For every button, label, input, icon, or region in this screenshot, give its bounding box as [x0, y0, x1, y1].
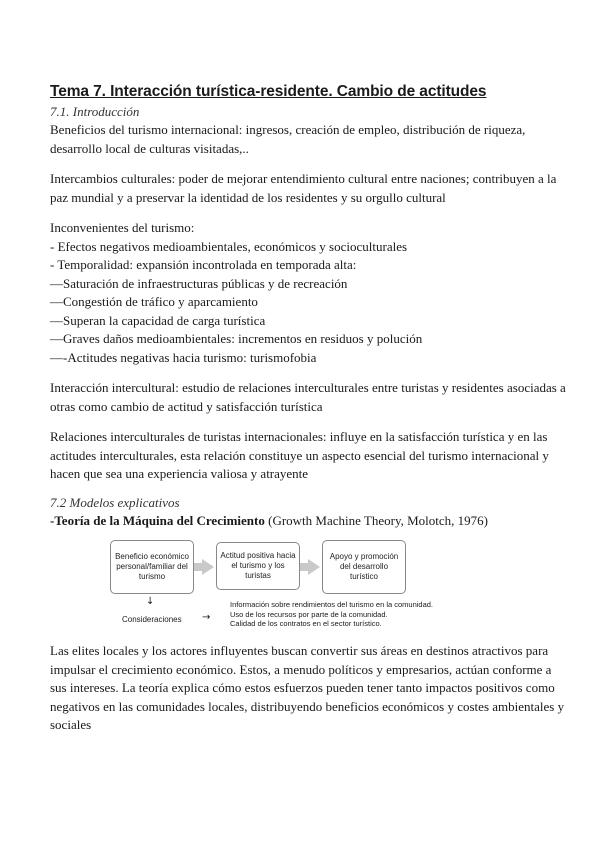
list-item: Inconvenientes del turismo: [50, 220, 195, 235]
paragraph-relaciones: Relaciones interculturales de turistas internacionales: influye en la satisfacción turística y en las actitudes interculturales, esta relación constituye un aspecto esencial del turismo internacional y hacen que sea una experiencia valiosa y atrayente [50, 429, 549, 481]
paragraph-interaccion: Interacción intercultural: estudio de relaciones interculturales entre turistas y residentes asociadas a otras como cambio de actitud y satisfacción turística [50, 380, 566, 414]
diagram-box-beneficio: Beneficio económico personal/familiar del turismo [110, 540, 194, 594]
arrow-right-icon [202, 559, 214, 575]
diagram-box-apoyo: Apoyo y promoción del desarrollo turístico [322, 540, 406, 594]
paragraph-intercambios: Intercambios culturales: poder de mejorar entendimiento cultural entre naciones; contribuyen a la paz mundial y a preservar la identidad de los residentes y su orgullo cultural [50, 171, 557, 205]
theory-line [50, 512, 570, 531]
list-item: Información sobre rendimientos del turismo en la comunidad. [230, 600, 434, 609]
considerations-label: Consideraciones [122, 615, 182, 624]
arrow-down-icon: ↓ [146, 596, 155, 607]
list-item: —Congestión de tráfico y aparcamiento [50, 294, 258, 309]
considerations-list [230, 600, 433, 629]
page-title: Tema 7. Interacción turística-residente. Cambio de actitudes [50, 83, 487, 100]
list-item: - Temporalidad: expansión incontrolada en temporada alta: [50, 257, 357, 272]
list-item: - Efectos negativos medioambientales, económicos y socioculturales [50, 238, 408, 254]
diagram-box-actitud: Actitud positiva hacia el turismo y los turistas [216, 542, 300, 590]
list-item: —Saturación de infraestructuras públicas y de recreación [50, 275, 348, 291]
theory-citation: (Growth Machine Theory, Molotch, 1976) [264, 512, 488, 528]
growth-machine-diagram [110, 540, 530, 630]
list-item: —Superan la capacidad de carga turística [50, 312, 266, 328]
document-page [50, 82, 570, 735]
list-item: —Graves daños medioambientales: incrementos en residuos y polución [50, 331, 423, 346]
arrow-right-icon [308, 559, 320, 575]
paragraph-beneficios: Beneficios del turismo internacional: ingresos, creación de empleo, distribución de riqueza, desarrollo local de culturas visitadas,.. [50, 122, 526, 156]
theory-name: -Teoría de la Máquina del Crecimiento [50, 512, 265, 528]
list-item: Uso de los recursos por parte de la comunidad. [230, 609, 388, 619]
list-item: Calidad de los contratos en el sector turístico. [230, 619, 382, 628]
section-heading-introduccion: 7.1. Introducción [50, 104, 140, 119]
inconvenientes-list [50, 219, 570, 367]
list-item: —-Actitudes negativas hacia turismo: turismofobia [50, 349, 317, 365]
section-heading-modelos: 7.2 Modelos explicativos [50, 494, 180, 510]
paragraph-elites: Las elites locales y los actores influyentes buscan convertir sus áreas en destinos atractivos para impulsar el crecimiento económico. Estos, a menudo políticos y empresarios, actúan conforme a sus intereses. La teoría explica cómo estos esfuerzos pueden tener tanto impactos positivos como negativos en las comunidades locales, distribuyendo beneficios económicos y costes ambientales y sociales [50, 643, 565, 732]
arrow-right-icon: → [202, 612, 211, 623]
